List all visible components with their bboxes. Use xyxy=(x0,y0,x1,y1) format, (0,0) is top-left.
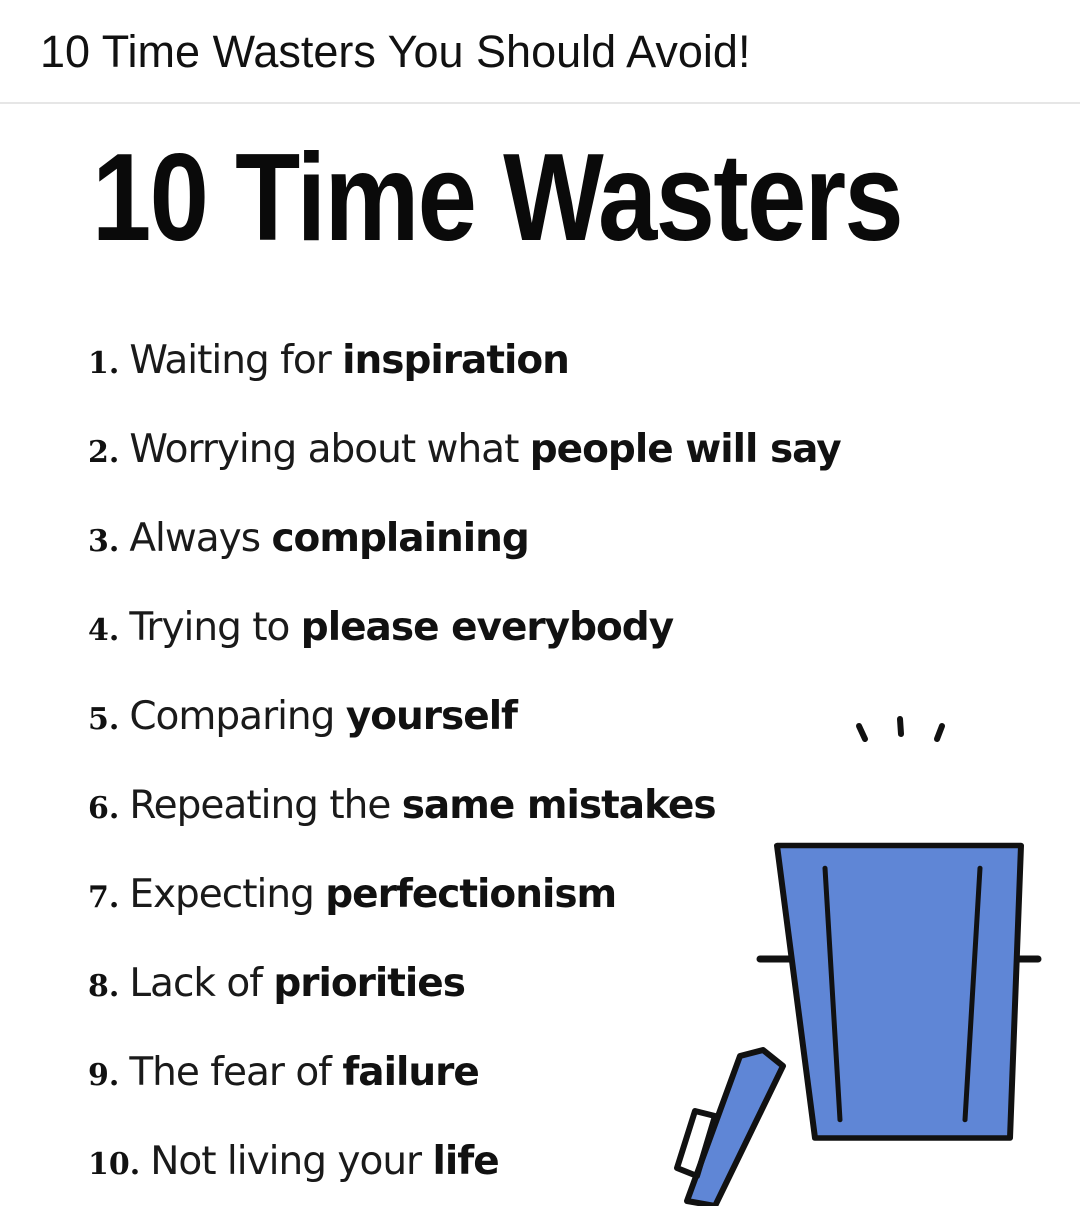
item-emphasis: yourself xyxy=(345,694,518,739)
item-number: 9. xyxy=(88,1058,120,1093)
post-header xyxy=(0,0,1080,104)
item-number: 3. xyxy=(88,524,120,559)
item-emphasis: failure xyxy=(342,1050,479,1095)
item-text: Worrying about what xyxy=(129,427,530,472)
item-emphasis: complaining xyxy=(271,516,529,561)
clock-in-trash-can-icon xyxy=(655,706,1055,1206)
item-number: 2. xyxy=(88,435,120,470)
item-text: The fear of xyxy=(129,1050,343,1095)
item-emphasis: inspiration xyxy=(342,338,569,383)
post-image[interactable] xyxy=(0,106,1080,1214)
list-item xyxy=(88,425,841,514)
item-text: Expecting xyxy=(129,872,326,917)
item-emphasis: priorities xyxy=(273,961,465,1006)
item-emphasis: please everybody xyxy=(300,605,674,650)
trash-lid-icon xyxy=(677,1050,783,1206)
item-number: 5. xyxy=(88,702,120,737)
list-item xyxy=(88,336,841,425)
item-emphasis: people will say xyxy=(529,427,841,472)
item-text: Not living your xyxy=(150,1139,433,1184)
post-title: 10 Time Wasters You Should Avoid! xyxy=(40,26,751,77)
item-number: 1. xyxy=(88,346,120,381)
item-text: Comparing xyxy=(129,694,346,739)
item-number: 4. xyxy=(88,613,120,648)
item-text: Waiting for xyxy=(129,338,343,383)
item-number: 8. xyxy=(88,969,120,1004)
item-text: Lack of xyxy=(129,961,274,1006)
item-emphasis: same mistakes xyxy=(401,783,716,828)
graphic-headline: 10 Time Wasters xyxy=(92,129,902,267)
list-item xyxy=(88,514,841,603)
item-number: 6. xyxy=(88,791,120,826)
item-emphasis: perfectionism xyxy=(325,872,617,917)
item-text: Trying to xyxy=(129,605,301,650)
list-item xyxy=(88,603,841,692)
item-emphasis: life xyxy=(432,1139,499,1184)
item-number: 7. xyxy=(88,880,120,915)
item-text: Always xyxy=(129,516,272,561)
item-text: Repeating the xyxy=(129,783,402,828)
item-number: 10. xyxy=(88,1147,141,1182)
